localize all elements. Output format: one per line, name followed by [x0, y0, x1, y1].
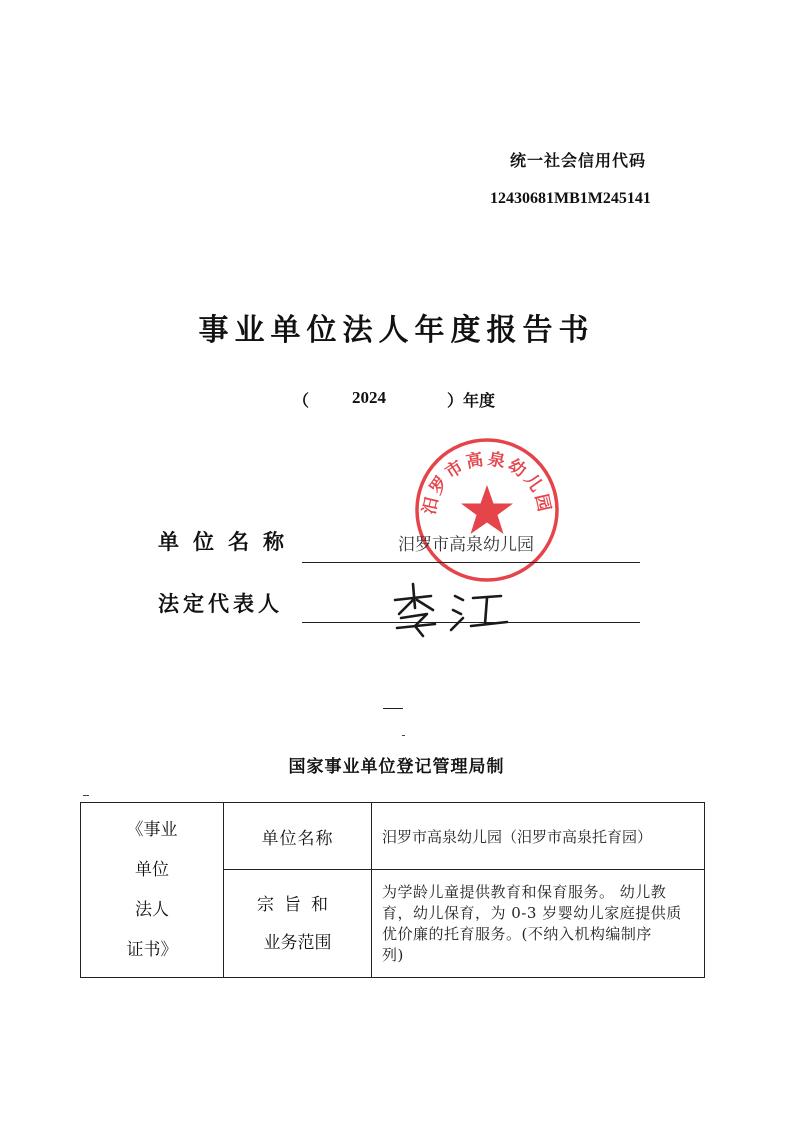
cert-purpose-line: 列): [382, 945, 404, 964]
seal-arc-text: 汨罗市高泉幼儿园: [419, 449, 555, 517]
cert-purpose-line: 为学龄儿童提供教育和保育服务。 幼儿教: [382, 882, 667, 901]
certificate-title-cell: [81, 803, 224, 978]
certificate-title-line: 单位: [135, 860, 169, 880]
unit-name-value: 汨罗市高泉幼儿园: [398, 535, 534, 555]
year-open-paren: （: [293, 391, 310, 410]
certificate-table: [80, 802, 705, 978]
cert-purpose-line: 优价廉的托育服务。(不纳入机构编制序: [382, 924, 652, 943]
separator-dash: [383, 708, 403, 709]
credit-code-value: 12430681MB1M245141: [490, 190, 651, 207]
legal-rep-label: 法定代表人: [158, 592, 283, 616]
cert-purpose-key-line: 业务范围: [263, 932, 332, 953]
unit-name-label: 单位名称: [158, 530, 298, 554]
year-suffix: ）年度: [447, 391, 496, 410]
cert-purpose-key-line: 宗旨和: [257, 894, 338, 915]
issuing-authority: 国家事业单位登记管理局制: [288, 757, 505, 777]
certificate-title-line: 《事业: [126, 820, 178, 840]
certificate-title-line: 法人: [135, 900, 169, 920]
certificate-title-line: 证书》: [126, 940, 178, 960]
credit-code-label: 统一社会信用代码: [510, 151, 647, 170]
cert-purpose-key: [224, 870, 372, 978]
report-year: 2024: [352, 388, 386, 407]
unit-name-underline: [302, 562, 640, 563]
document-title: 事业单位法人年度报告书: [198, 313, 595, 348]
cert-purpose-line: 育，幼儿保育，为 0-3 岁婴幼儿家庭提供质: [382, 903, 682, 922]
legal-rep-signature: [385, 578, 515, 638]
cert-purpose-value: [372, 870, 705, 978]
corner-mark: [83, 795, 89, 796]
separator-tick: [402, 735, 405, 736]
cert-unit-name-value: 汨罗市高泉幼儿园（汨罗市高泉托育园）: [372, 803, 705, 870]
seal-star-icon: [461, 485, 513, 534]
cert-unit-name-key: 单位名称: [224, 803, 372, 870]
